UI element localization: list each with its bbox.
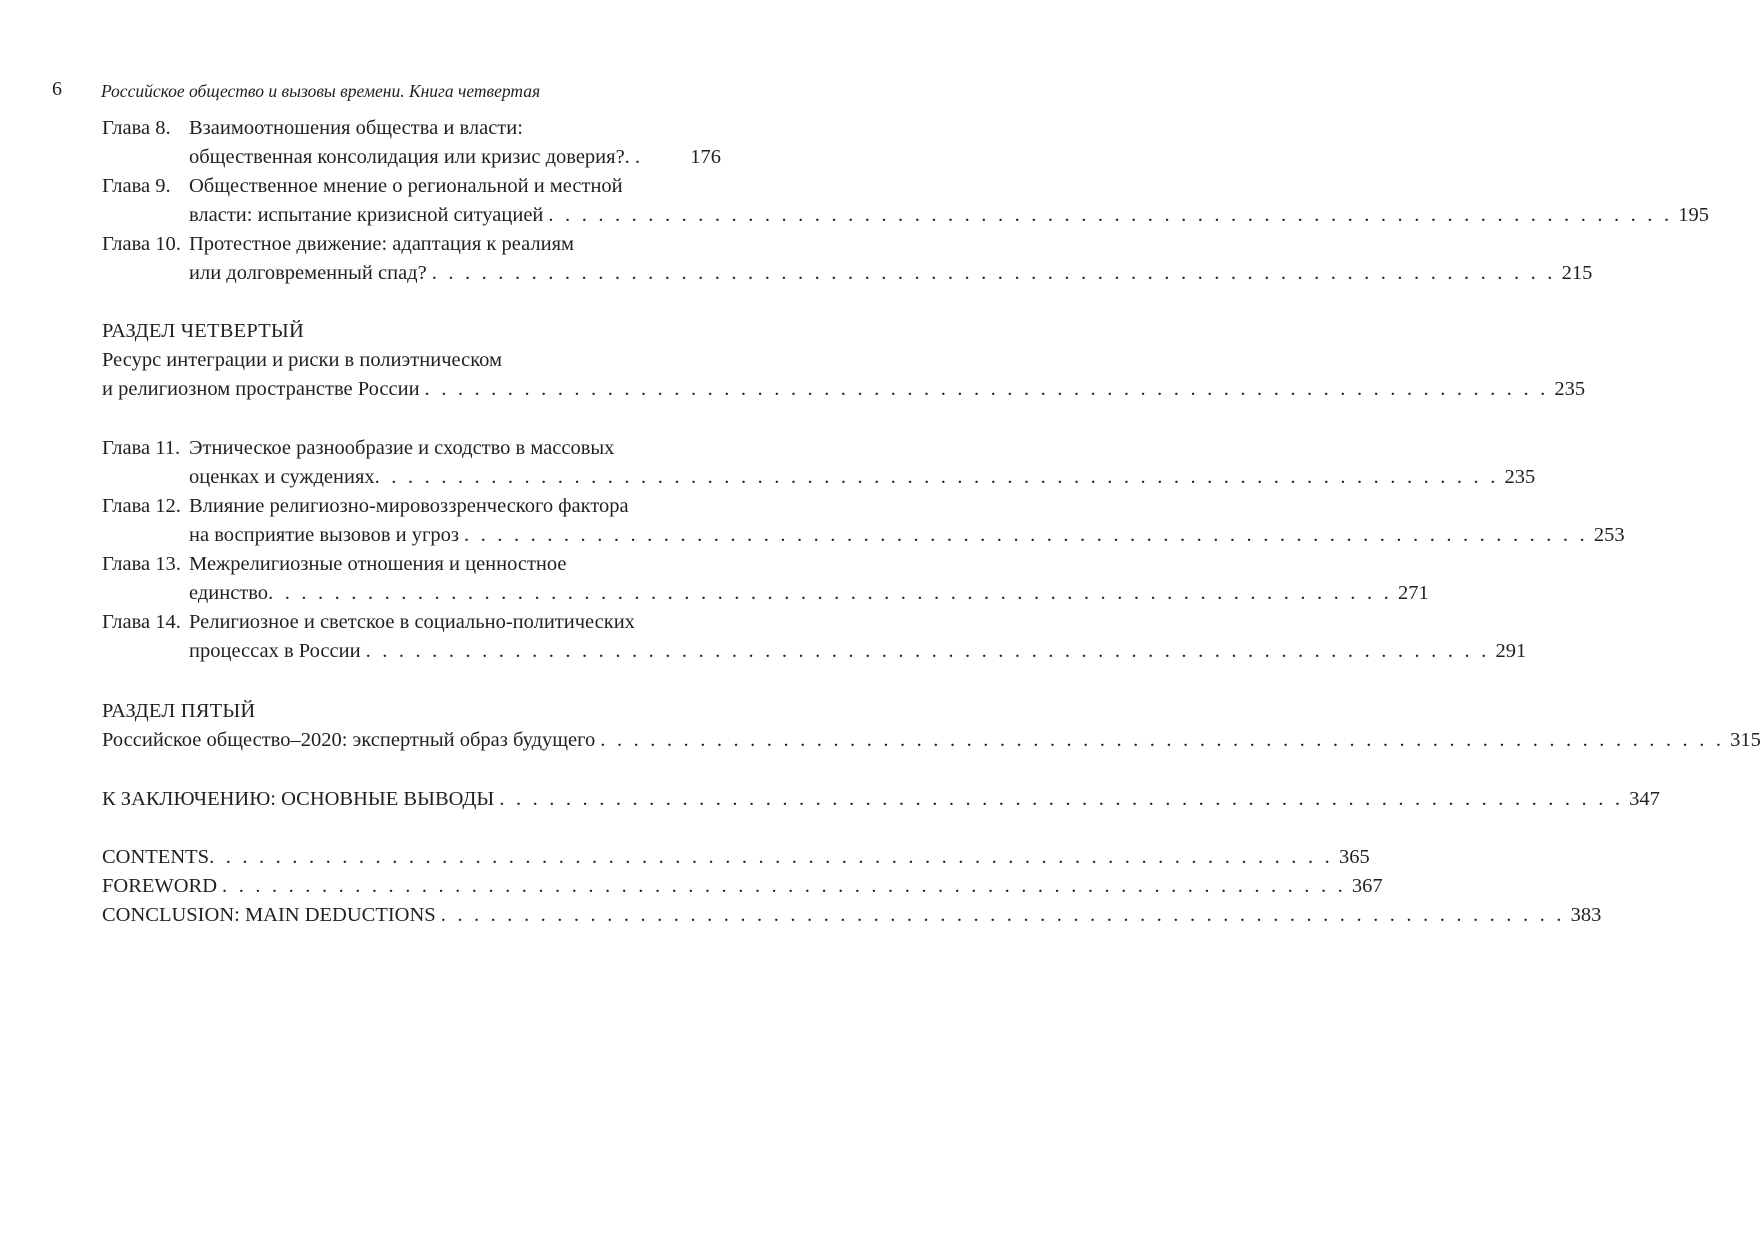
section-title-line: Российское общество–2020: экспертный образ будущего <box>102 729 596 751</box>
dot-leader: . . . . . . . . . . . . . . . . . . . . . . . . . . . . . . . . . . . . . . . . . . . . . . . . . . . . . . . . . . . . . . . . . . . . <box>268 582 1392 604</box>
toc-section-four <box>102 317 1586 404</box>
chapter-title-line: Взаимоотношения общества и власти: <box>189 117 523 139</box>
dot-leader: . . . . . . . . . . . . . . . . . . . . . . . . . . . . . . . . . . . . . . . . . . . . . . . . . . . . . . . . . . . . . . . . . . . . <box>424 378 1549 400</box>
toc-entry-chapter-9[interactable] <box>102 172 1710 230</box>
page-number: 6 <box>52 78 62 100</box>
toc-entry-chapter-13[interactable] <box>102 550 1429 608</box>
chapter-title-line: процессах в России <box>189 640 361 662</box>
page-ref: 367 <box>1351 875 1383 897</box>
chapter-label: Глава 14. <box>102 611 181 633</box>
section-heading[interactable]: РАЗДЕЛ ЧЕТВЕРТЫЙ <box>102 320 304 342</box>
toc-entry-chapter-8[interactable] <box>102 114 721 172</box>
page-ref: 235 <box>1554 378 1586 400</box>
toc-entry-chapter-12[interactable] <box>102 492 1625 550</box>
page-ref: 176 <box>690 146 721 168</box>
page-ref: 271 <box>1397 582 1429 604</box>
toc-block-chapters-8-10 <box>102 114 1710 288</box>
section-title-line: и религиозном пространстве России <box>102 378 420 400</box>
toc-entry-contents[interactable] <box>102 843 1370 872</box>
chapter-title-line: власти: испытание кризисной ситуацией <box>189 204 544 226</box>
toc-entry-conclusion[interactable] <box>102 785 1660 814</box>
dot-leader: . . . . . . . . . . . . . . . . . . . . . . . . . . . . . . . . . . . . . . . . . . . . . . . . . . . . . . . . . . . . . . . . . . . . <box>209 846 1333 868</box>
dot-leader: . . . . . . . . . . . . . . . . . . . . . . . . . . . . . . . . . . . . . . . . . . . . . . . . . . . . . . . . . . . . . . . . . . . . <box>440 904 1565 926</box>
chapter-label: Глава 9. <box>102 175 171 197</box>
chapter-title-line: на восприятие вызовов и угроз <box>189 524 459 546</box>
toc-entry-foreword[interactable] <box>102 872 1383 901</box>
running-title: Российское общество и вызовы времени. Книга четвертая <box>101 81 541 101</box>
page-ref: 315 <box>1730 729 1761 751</box>
toc-entry-conclusion-english[interactable] <box>102 901 1602 930</box>
toc-entry-section-four[interactable] <box>102 375 1586 404</box>
page-ref: 291 <box>1495 640 1527 662</box>
chapter-label: Глава 13. <box>102 553 181 575</box>
chapter-title-line: общественная консолидация или кризис доверия?. . <box>189 146 641 168</box>
entry-title: FOREWORD <box>102 875 218 897</box>
chapter-title-line: Этническое разнообразие и сходство в массовых <box>189 437 615 459</box>
section-heading[interactable]: РАЗДЕЛ ПЯТЫЙ <box>102 700 256 722</box>
chapter-title-line: оценках и суждениях <box>189 466 375 488</box>
toc-english-entries <box>102 843 1602 930</box>
toc-block-chapters-11-14 <box>102 434 1625 666</box>
running-header <box>52 75 727 101</box>
chapter-title-line: Межрелигиозные отношения и ценностное <box>189 553 567 575</box>
page-ref: 347 <box>1629 788 1660 810</box>
toc-entry-section-five[interactable] <box>102 726 1761 755</box>
chapter-title-line: Религиозное и светское в социально-политических <box>189 611 635 633</box>
dot-leader: . . . . . . . . . . . . . . . . . . . . . . . . . . . . . . . . . . . . . . . . . . . . . . . . . . . . . . . . . . . . . . . . . . . . <box>464 524 1588 546</box>
dot-leader: . . . . . . . . . . . . . . . . . . . . . . . . . . . . . . . . . . . . . . . . . . . . . . . . . . . . . . . . . . . . . . . . . . . . <box>548 204 1673 226</box>
dot-leader: . . . . . . . . . . . . . . . . . . . . . . . . . . . . . . . . . . . . . . . . . . . . . . . . . . . . . . . . . . . . . . . . . . . . <box>222 875 1346 897</box>
dot-leader: . . . . . . . . . . . . . . . . . . . . . . . . . . . . . . . . . . . . . . . . . . . . . . . . . . . . . . . . . . . . . . . . . . . . <box>499 788 1624 810</box>
chapter-label: Глава 8. <box>102 117 171 139</box>
chapter-title-line: или долговременный спад? <box>189 262 427 284</box>
chapter-title-line: единство <box>189 582 269 604</box>
page-ref: 195 <box>1678 204 1710 226</box>
page-ref: 365 <box>1338 846 1370 868</box>
toc-section-five <box>102 697 1761 755</box>
page-ref: 215 <box>1561 262 1593 284</box>
dot-leader: . . . . . . . . . . . . . . . . . . . . . . . . . . . . . . . . . . . . . . . . . . . . . . . . . . . . . . . . . . . . . . . . . . . . <box>365 640 1490 662</box>
chapter-label: Глава 12. <box>102 495 181 517</box>
chapter-label: Глава 11. <box>102 437 181 459</box>
chapter-title-line: Общественное мнение о региональной и местной <box>189 175 623 197</box>
dot-leader: . . . . . . . . . . . . . . . . . . . . . . . . . . . . . . . . . . . . . . . . . . . . . . . . . . . . . . . . . . . . . . . . . . . . <box>374 466 1499 488</box>
chapter-label: Глава 10. <box>102 233 181 255</box>
toc-entry-chapter-14[interactable] <box>102 608 1527 666</box>
page-ref: 383 <box>1570 904 1602 926</box>
page-ref: 253 <box>1593 524 1625 546</box>
page-ref: 235 <box>1504 466 1536 488</box>
dot-leader: . . . . . . . . . . . . . . . . . . . . . . . . . . . . . . . . . . . . . . . . . . . . . . . . . . . . . . . . . . . . . . . . . . . . <box>431 262 1556 284</box>
chapter-title-line: Влияние религиозно-мировоззренческого фактора <box>189 495 629 517</box>
toc-entry-chapter-11[interactable] <box>102 434 1536 492</box>
conclusion-title: К ЗАКЛЮЧЕНИЮ: ОСНОВНЫЕ ВЫВОДЫ <box>102 788 495 810</box>
dot-leader: . . . . . . . . . . . . . . . . . . . . . . . . . . . . . . . . . . . . . . . . . . . . . . . . . . . . . . . . . . . . . . . . . . . . <box>600 729 1725 751</box>
entry-title: CONCLUSION: MAIN DEDUCTIONS <box>102 904 436 926</box>
toc-entry-chapter-10[interactable] <box>102 230 1593 288</box>
section-title-line: Ресурс интеграции и риски в полиэтническом <box>102 349 502 371</box>
entry-title: CONTENTS <box>102 846 210 868</box>
toc-conclusion <box>102 785 1660 814</box>
chapter-title-line: Протестное движение: адаптация к реалиям <box>189 233 574 255</box>
